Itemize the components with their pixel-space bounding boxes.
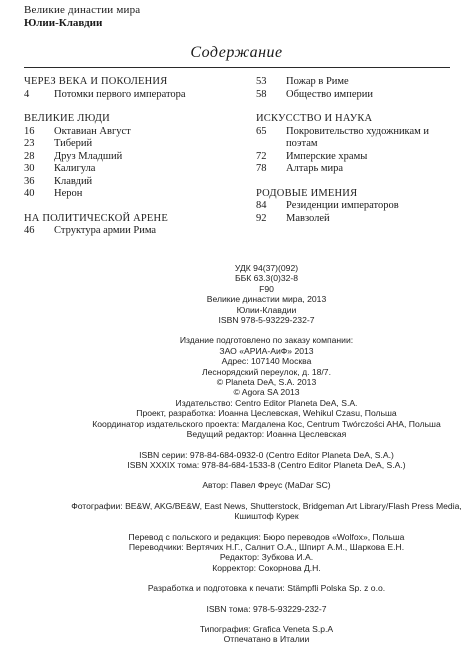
imprint-gap (60, 491, 473, 501)
imprint-line: Великие династии мира, 2013 (206, 294, 327, 305)
imprint-line: Издательство: Centro Editor Planeta DeA, S.A. (175, 397, 358, 408)
toc-section-heading: ИСКУССТВО И НАУКА (256, 113, 373, 124)
contents-rule (24, 67, 450, 68)
toc-entry-title: Имперские храмы (286, 150, 368, 162)
toc-entry-title: Алтарь мира (286, 163, 344, 174)
toc-entry (24, 188, 239, 201)
toc-entry-page: 40 (24, 188, 35, 199)
toc-entry-page: 23 (24, 138, 35, 149)
imprint-line: Юлии-Клавдии (236, 304, 297, 315)
volume-name: Юлии-Клавдии (24, 17, 103, 29)
toc-entry (256, 151, 456, 164)
toc-entry-title: Друз Младший (54, 150, 123, 162)
toc-entry-page: 58 (256, 88, 267, 100)
imprint-gap (60, 470, 473, 480)
imprint-line: Издание подготовлено по заказу компании: (179, 335, 354, 346)
toc-entry-title: Калигула (54, 163, 96, 174)
toc-entry-title: Резиденции императоров (286, 200, 399, 211)
imprint-line: Корректор: Сокорнова Д.Н. (212, 562, 321, 573)
toc-entry-page: 28 (24, 150, 35, 162)
toc-entry (256, 89, 456, 102)
imprint-line: Типография: Grafica Veneta S.p.A (199, 623, 334, 634)
imprint-line: Разработка и подготовка к печати: Stämpfli Polska Sp. z o.o. (147, 583, 386, 594)
imprint-line: ЗАО «АРИА-АиФ» 2013 (219, 345, 314, 356)
imprint-gap (60, 325, 473, 335)
imprint-line: Автор: Павел Фреус (MaDar SC) (202, 480, 331, 491)
imprint-line: ISBN 978-5-93229-232-7 (218, 315, 315, 326)
toc-section-heading: НА ПОЛИТИЧЕСКОЙ АРЕНЕ (24, 212, 168, 224)
toc-entry (24, 163, 239, 176)
toc-entry-page: 4 (24, 88, 30, 100)
imprint-line: Перевод с польского и редакция: Бюро переводов «Wolfox», Польша (128, 531, 405, 542)
toc-entry-page: 84 (256, 200, 267, 211)
imprint-line: Леснорядский переулок, д. 18/7. (202, 366, 331, 377)
imprint-line: © Planeta DeA, S.A. 2013 (216, 377, 317, 388)
toc-left-column (24, 76, 239, 238)
toc-section-heading: ЧЕРЕЗ ВЕКА И ПОКОЛЕНИЯ (24, 76, 168, 87)
toc-entry-page: 78 (256, 163, 267, 174)
toc-entry (256, 126, 456, 151)
toc-entry (24, 176, 239, 189)
imprint-line: Координатор издательского проекта: Магдалена Кос, Centrum Twórczości AHA, Польша (92, 418, 441, 429)
toc-entry (256, 200, 456, 213)
toc-entry (24, 89, 239, 102)
toc-entry (24, 225, 239, 238)
toc-entry-title: Мавзолей (286, 212, 330, 224)
toc-section-heading: РОДОВЫЕ ИМЕНИЯ (256, 187, 358, 199)
imprint-line: Фотографии: BE&W, AKG/BE&W, East News, Shutterstock, Bridgeman Art Library/Flash Press Media, (71, 500, 462, 511)
toc-entry (256, 163, 456, 176)
toc-entry-title: Потомки первого императора (54, 88, 186, 100)
toc-entry (24, 151, 239, 164)
imprint-gap (60, 573, 473, 583)
toc-entry-page: 92 (256, 212, 267, 224)
toc-entry-title: Покровительство художникам и поэтам (286, 125, 430, 149)
imprint-line: Отпечатано в Италии (223, 634, 310, 645)
toc-entry (256, 213, 456, 226)
toc-entry-title: Общество империи (286, 88, 373, 100)
imprint-line: УДК 94(37)(092) (234, 263, 299, 273)
imprint-line: ISBN серии: 978-84-684-0932-0 (Centro Editor Planeta DeA, S.A.) (139, 449, 394, 460)
toc-entry-page: 65 (256, 125, 267, 137)
imprint-gap (60, 614, 473, 624)
imprint-line: ISBN тома: 978-5-93229-232-7 (206, 603, 327, 614)
imprint-line: Проект, разработка: Иоанна Цеслевская, Wehikul Czasu, Польша (136, 408, 397, 419)
toc-right-column (256, 76, 456, 225)
toc-entry-title: Нерон (54, 188, 83, 199)
toc-entry-title: Клавдий (54, 175, 93, 187)
imprint-line: Ведущий редактор: Иоанна Цеслевская (186, 429, 347, 440)
toc-entry-title: Структура армии Рима (54, 225, 157, 236)
toc-entry-page: 36 (24, 175, 35, 187)
imprint-gap (60, 594, 473, 604)
toc-entry-page: 53 (256, 76, 267, 87)
toc-entry-title: Октавиан Август (54, 125, 131, 137)
imprint-line: ISBN XXXIX тома: 978-84-684-1533-8 (Centro Editor Planeta DeA, S.A.) (127, 459, 406, 470)
toc-entry (24, 138, 239, 151)
toc-entry (256, 76, 456, 89)
imprint (60, 263, 473, 645)
toc-entry-title: Тиберий (54, 138, 93, 149)
imprint-line: Адрес: 107140 Москва (221, 356, 312, 367)
toc-entry-page: 16 (24, 125, 35, 137)
contents-title: Содержание (190, 44, 283, 61)
imprint-line: Редактор: Зубкова И.А. (219, 552, 314, 563)
series-name: Великие династии мира (24, 4, 141, 16)
toc-entry (24, 126, 239, 139)
imprint-line: ББК 63.3(0)32-8 (234, 273, 299, 284)
imprint-line: © Agora SA 2013 (233, 387, 300, 398)
imprint-line: F90 (259, 283, 274, 294)
imprint-gap (60, 522, 473, 532)
imprint-line: Переводчики: Вертячих Н.Г., Салнит О.А., Шпирт А.М., Шаркова Е.Н. (128, 541, 405, 552)
toc-entry-page: 30 (24, 163, 35, 174)
toc-entry-title: Пожар в Риме (286, 76, 349, 87)
toc-section-heading: ВЕЛИКИЕ ЛЮДИ (24, 113, 110, 124)
imprint-line: Кшиштоф Курек (234, 511, 299, 522)
toc-entry-page: 46 (24, 225, 35, 236)
cropped-footer-text (60, 627, 473, 638)
imprint-gap (60, 440, 473, 450)
toc-entry-page: 72 (256, 150, 267, 162)
